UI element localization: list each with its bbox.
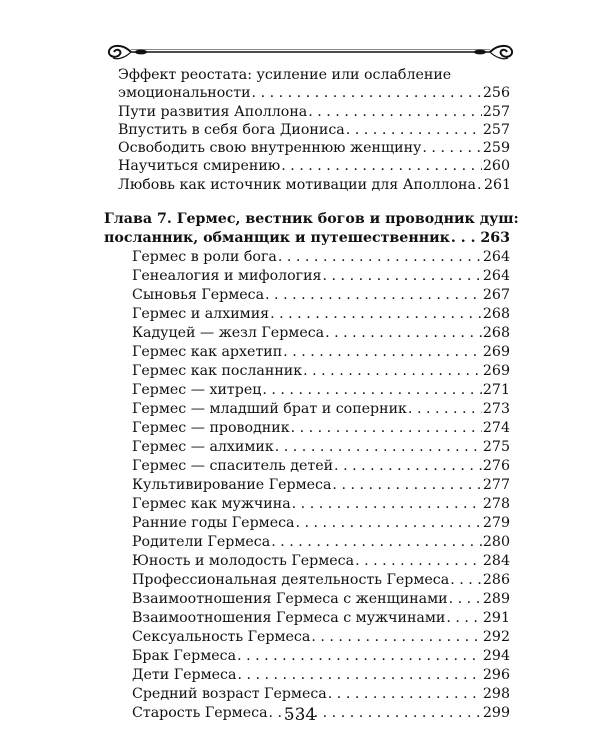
- toc-entry-title: Сыновья Гермеса: [132, 287, 265, 304]
- toc-entry-title-continued: эмоциональности: [118, 85, 251, 102]
- dot-leader: [237, 647, 482, 666]
- toc-entry-page: 298: [482, 686, 510, 703]
- toc-entry-page: 273: [482, 401, 510, 418]
- toc-entry-page: 291: [482, 610, 510, 627]
- toc-entry[interactable]: [118, 103, 510, 121]
- dot-leader: [477, 176, 483, 194]
- toc-entry[interactable]: [132, 552, 510, 571]
- toc-entry-page: 267: [482, 287, 510, 304]
- toc-entry-title: Кадуцей — жезл Гермеса: [132, 325, 325, 342]
- chapter-title-line-1: Глава 7. Гермес, вестник богов и проводник душ:: [104, 211, 519, 228]
- toc-entry[interactable]: [132, 400, 510, 419]
- toc-entry-page: 261: [483, 176, 512, 193]
- toc-entry-page: 268: [482, 306, 510, 323]
- dot-leader: [446, 609, 482, 628]
- previous-chapter-entries: [118, 66, 510, 194]
- dot-leader: [408, 400, 482, 419]
- page-number: 534: [283, 705, 317, 725]
- toc-entry[interactable]: [132, 267, 510, 286]
- toc-entry-page: 294: [482, 648, 510, 665]
- toc-entry-page: 286: [482, 572, 510, 589]
- toc-entry-title: Юность и молодость Гермеса: [132, 553, 355, 570]
- toc-entry-page: 269: [482, 344, 510, 361]
- toc-entry-title: Сексуальность Гермеса: [132, 629, 311, 646]
- toc-entry-title: Гермес — алхимик: [132, 439, 274, 456]
- toc-entry-title: Гермес — проводник: [132, 420, 290, 437]
- toc-entry[interactable]: [132, 590, 510, 609]
- toc-entry-page: 289: [482, 591, 510, 608]
- toc-entry[interactable]: [132, 476, 510, 495]
- dot-leader: [292, 495, 482, 514]
- dot-leader: [449, 590, 482, 609]
- toc-entry-page: 269: [482, 363, 510, 380]
- dot-leader: [334, 457, 482, 476]
- toc-entry-title: Научиться смирению: [118, 158, 281, 175]
- toc-entry-title: Эффект реостата: усиление или ослабление: [118, 67, 452, 83]
- toc-entry[interactable]: [132, 628, 510, 647]
- toc-entry-page: 276: [482, 458, 510, 475]
- dot-leader: [346, 121, 482, 139]
- dot-leader: [296, 514, 482, 533]
- dot-leader: [270, 305, 482, 324]
- toc-entry-page: 274: [482, 420, 510, 437]
- chapter-page: 263: [480, 230, 510, 247]
- toc-entry-title: Впустить в себя бога Диониса: [118, 121, 345, 138]
- toc-entry-title: Старость Гермеса: [132, 705, 268, 722]
- toc-entry-title: Гермес — младший брат и соперник: [132, 401, 407, 418]
- dot-leader: [271, 533, 482, 552]
- toc-entry-page: 280: [482, 534, 510, 551]
- toc-entry[interactable]: [132, 381, 510, 400]
- toc-entry-title: Профессиональная деятельность Гермеса: [132, 572, 450, 589]
- toc-entry-page: 284: [482, 553, 510, 570]
- dot-leader: [328, 685, 482, 704]
- toc-entry[interactable]: [132, 514, 510, 533]
- chapter-title-line-2: посланник, обманщик и путешественник: [104, 230, 450, 247]
- section-spacer: [118, 194, 510, 210]
- toc-entry-page: 296: [482, 667, 510, 684]
- toc-entry[interactable]: [118, 176, 510, 194]
- toc-entry[interactable]: [118, 121, 510, 139]
- toc-entry-title: Любовь как источник мотивации для Аполлона: [118, 176, 476, 193]
- toc-entry-page: 264: [482, 268, 510, 285]
- dot-leader: [355, 552, 482, 571]
- dot-leader: [323, 267, 482, 286]
- toc-entry[interactable]: [132, 609, 510, 628]
- dot-leader: [262, 381, 482, 400]
- dot-leader: [303, 362, 482, 381]
- toc-entry-page: 299: [482, 705, 510, 722]
- toc-entry[interactable]: [118, 66, 510, 103]
- toc-entry[interactable]: [118, 139, 510, 157]
- toc-entry-page: 256: [482, 85, 510, 102]
- toc-entry-page: 292: [482, 629, 510, 646]
- toc-entry-title: Взаимоотношения Гермеса с женщинами: [132, 591, 448, 608]
- toc-entry-title: Освободить свою внутреннюю женщину: [118, 140, 422, 157]
- dot-leader: [265, 286, 482, 305]
- toc-entry[interactable]: [132, 362, 510, 381]
- toc-entry-title: Пути развития Аполлона: [118, 103, 308, 120]
- toc-entry-title: Культивирование Гермеса: [132, 477, 332, 494]
- dot-leader: [275, 438, 482, 457]
- toc-entry[interactable]: [132, 495, 510, 514]
- dot-leader: [332, 476, 481, 495]
- toc-entry-page: 257: [482, 121, 510, 138]
- dot-leader: [291, 419, 482, 438]
- toc-entry-title: Гермес как посланник: [132, 363, 303, 380]
- toc-entry[interactable]: [132, 685, 510, 704]
- toc-entry[interactable]: [132, 248, 510, 267]
- toc-entry-title: Дети Гермеса: [132, 667, 237, 684]
- dot-leader: [308, 103, 482, 121]
- chapter-heading[interactable]: [104, 210, 519, 248]
- toc-entry-title: Генеалогия и мифология: [132, 268, 322, 285]
- toc-entry[interactable]: [132, 457, 510, 476]
- toc-entry-page: 275: [482, 439, 510, 456]
- decorative-header-ornament: [103, 40, 518, 64]
- toc-entry-page: 278: [482, 496, 510, 513]
- toc-entry[interactable]: [132, 305, 510, 324]
- dot-leader: [252, 84, 482, 102]
- dot-leader: [311, 628, 482, 647]
- toc-entry-title: Гермес как мужчина: [132, 496, 291, 513]
- toc-entry-page: 257: [482, 103, 510, 120]
- toc-entry[interactable]: [132, 647, 510, 666]
- dot-leader: [451, 229, 480, 248]
- toc-entry-page: 264: [482, 249, 510, 266]
- toc-entry-title: Брак Гермеса: [132, 648, 237, 665]
- toc-entry[interactable]: [132, 343, 510, 362]
- dot-leader: [422, 139, 482, 157]
- dot-leader: [450, 571, 482, 590]
- toc-entry-page: 271: [482, 382, 510, 399]
- toc-entry-title: Гермес и алхимия: [132, 306, 270, 323]
- toc-entry-title: Средний возраст Гермеса: [132, 686, 327, 703]
- toc-entry[interactable]: [118, 157, 510, 175]
- toc-entry[interactable]: [132, 324, 510, 343]
- toc-entry-page: 277: [482, 477, 510, 494]
- table-of-contents: [104, 66, 519, 723]
- toc-entry-page: 259: [482, 140, 510, 157]
- toc-entry[interactable]: [132, 571, 510, 590]
- toc-entry-page: 268: [482, 325, 510, 342]
- dot-leader: [281, 157, 482, 175]
- toc-entry-title: Взаимоотношения Гермеса с мужчинами: [132, 610, 446, 627]
- toc-entry-title: Родители Гермеса: [132, 534, 271, 551]
- toc-entry-title: Гермес в роли бога: [132, 249, 277, 266]
- dot-leader: [278, 248, 482, 267]
- toc-entry-title: Гермес — спаситель детей: [132, 458, 334, 475]
- chapter-entries: [132, 248, 510, 723]
- toc-entry-title: Ранние годы Гермеса: [132, 515, 295, 532]
- dot-leader: [325, 324, 482, 343]
- toc-entry-title: Гермес — хитрец: [132, 382, 262, 399]
- toc-entry-page: 260: [482, 158, 510, 175]
- toc-entry[interactable]: [132, 666, 510, 685]
- dot-leader: [237, 666, 481, 685]
- toc-entry-page: 279: [482, 515, 510, 532]
- toc-entry[interactable]: [132, 419, 510, 438]
- toc-entry[interactable]: [132, 438, 510, 457]
- toc-entry[interactable]: [132, 286, 510, 305]
- dot-leader: [283, 343, 482, 362]
- toc-entry-title: Гермес как архетип: [132, 344, 283, 361]
- toc-entry[interactable]: [132, 533, 510, 552]
